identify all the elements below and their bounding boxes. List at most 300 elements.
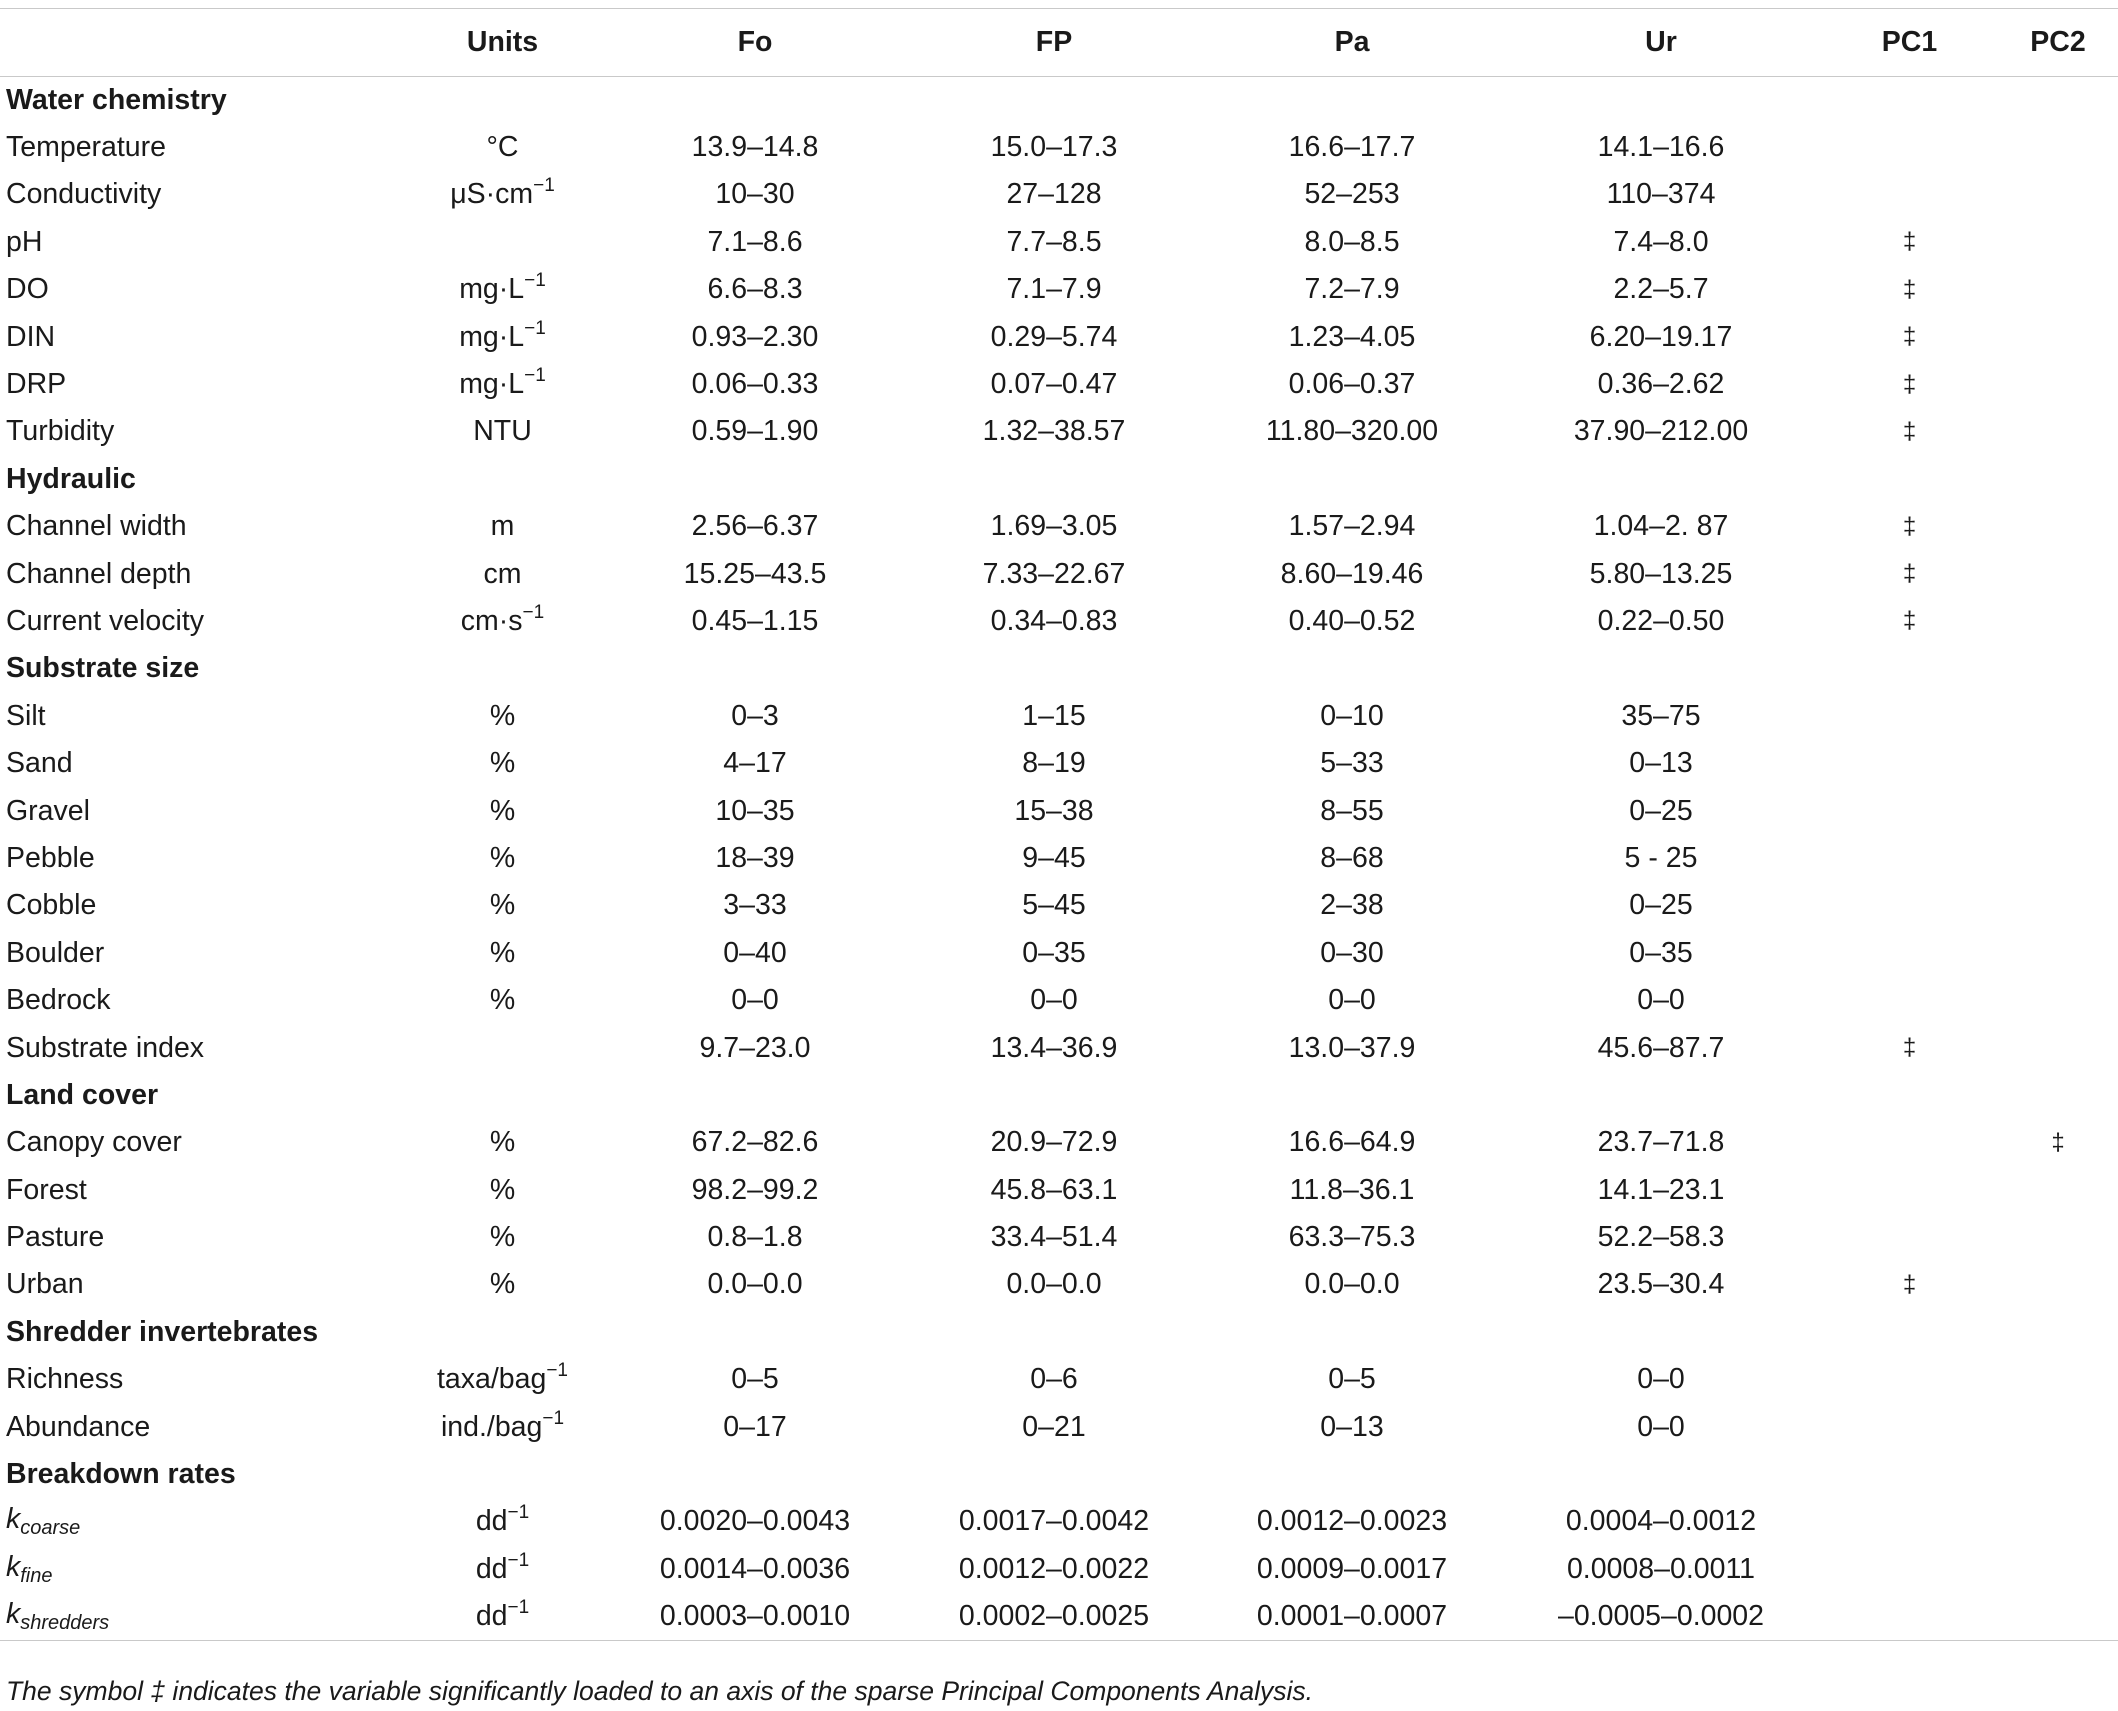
variable-name: Sand — [6, 747, 73, 780]
variable-name: Pasture — [6, 1221, 105, 1254]
value-cell-fp: 15.0–17.3 — [990, 131, 1118, 164]
table-row — [0, 124, 2118, 171]
unit-text: dd — [475, 1552, 508, 1585]
value-cell-fo: 0.8–1.8 — [707, 1221, 803, 1254]
value-cell-fp: 0–6 — [1030, 1363, 1078, 1396]
pc1-marker-cell — [1821, 977, 1998, 1024]
section-row-breakdown-rates — [0, 1451, 2118, 1498]
value-cell-fo: 0.93–2.30 — [691, 320, 819, 353]
value-cell-ur: 52.2–58.3 — [1597, 1221, 1725, 1254]
table-row — [0, 503, 2118, 550]
value-cell-ur: 23.5–30.4 — [1597, 1268, 1725, 1301]
variable-subscript: fine — [20, 1564, 53, 1587]
pc1-marker-cell — [1821, 171, 1998, 218]
header-cell-fo: Fo — [605, 9, 905, 77]
pc1-marker-cell: ‡ — [1902, 417, 1917, 445]
pc2-marker-cell — [1998, 1024, 2118, 1071]
value-cell-fp: 0.29–5.74 — [990, 320, 1118, 353]
value-cell-fp: 0–0 — [1030, 984, 1078, 1017]
value-cell-fp: 8–19 — [1022, 747, 1086, 780]
section-row-land-cover — [0, 1072, 2118, 1119]
value-cell-fp: 13.4–36.9 — [990, 1031, 1118, 1064]
value-cell-ur: 0–13 — [1629, 747, 1693, 780]
value-cell-ur: 37.90–212.00 — [1573, 415, 1749, 448]
table-row — [0, 1593, 2118, 1640]
pc1-marker-cell — [1821, 1356, 1998, 1403]
value-cell-pa: 1.23–4.05 — [1288, 320, 1416, 353]
pc2-marker-cell — [1998, 503, 2118, 550]
variable-name: Channel depth — [6, 557, 192, 590]
variable-cell — [0, 1119, 400, 1166]
variable-cell — [0, 1166, 400, 1213]
unit-text: mg·L — [459, 368, 525, 401]
unit-cell — [400, 930, 605, 977]
unit-text: % — [489, 841, 516, 874]
value-cell-pa: 2–38 — [1320, 889, 1384, 922]
table-row — [0, 1024, 2118, 1071]
value-cell-pa: 52–253 — [1304, 178, 1400, 211]
unit-cell — [400, 266, 605, 313]
unit-cell — [400, 835, 605, 882]
value-cell-pa: 16.6–64.9 — [1288, 1126, 1416, 1159]
table-row — [0, 1356, 2118, 1403]
variable-cell — [0, 361, 400, 408]
variable-cell — [0, 1261, 400, 1308]
pc1-marker-cell — [1821, 835, 1998, 882]
value-cell-fo: 0–40 — [723, 936, 787, 969]
value-cell-ur: 14.1–16.6 — [1597, 131, 1725, 164]
variable-cell — [0, 977, 400, 1024]
value-cell-ur: –0.0005–0.0002 — [1501, 1593, 1821, 1640]
pc2-marker-cell — [1998, 740, 2118, 787]
unit-cell — [400, 882, 605, 929]
unit-cell — [400, 361, 605, 408]
section-title: Substrate size — [6, 652, 200, 685]
variable-cell — [0, 1214, 400, 1261]
value-cell-fo: 0–3 — [731, 699, 779, 732]
pc1-marker-cell — [1821, 740, 1998, 787]
value-cell-fo: 10–35 — [715, 794, 795, 827]
value-cell-fo: 0.0003–0.0010 — [605, 1593, 905, 1640]
unit-cell — [400, 171, 605, 218]
unit-superscript: −1 — [524, 365, 546, 387]
pc2-marker-cell — [1998, 930, 2118, 977]
value-cell-ur: 14.1–23.1 — [1597, 1173, 1725, 1206]
value-cell-ur: 0.22–0.50 — [1597, 604, 1725, 637]
pc1-marker-cell: ‡ — [1902, 323, 1917, 351]
value-cell-ur: 35–75 — [1621, 699, 1701, 732]
value-cell-fp: 0–35 — [1022, 936, 1086, 969]
unit-text: % — [489, 1221, 516, 1254]
variable-name: Bedrock — [6, 984, 111, 1017]
table-body — [0, 77, 2118, 1641]
pc2-marker-cell — [1998, 1261, 2118, 1308]
unit-text: μS·cm — [450, 178, 534, 211]
pc1-marker-cell — [1821, 693, 1998, 740]
value-cell-pa: 0–5 — [1328, 1363, 1376, 1396]
variable-cell — [0, 313, 400, 360]
pc1-marker-cell — [1821, 1119, 1998, 1166]
pc2-marker-cell — [1998, 1166, 2118, 1213]
table-header — [0, 9, 2118, 77]
unit-superscript: −1 — [507, 1502, 530, 1524]
pc1-marker-cell — [1821, 124, 1998, 171]
unit-cell — [400, 1356, 605, 1403]
value-cell-fp: 20.9–72.9 — [990, 1126, 1118, 1159]
pc1-marker-cell — [1821, 1546, 1998, 1593]
table-row — [0, 313, 2118, 360]
table-row — [0, 930, 2118, 977]
table-row — [0, 1119, 2118, 1166]
value-cell-fp: 7.7–8.5 — [1006, 225, 1102, 258]
value-cell-pa: 0.0012–0.0023 — [1256, 1505, 1448, 1538]
table-row — [0, 835, 2118, 882]
section-title: Water chemistry — [6, 83, 227, 116]
unit-cell — [400, 313, 605, 360]
unit-cell — [400, 550, 605, 597]
unit-cell — [400, 408, 605, 455]
pc2-marker-cell — [1998, 313, 2118, 360]
value-cell-pa: 7.2–7.9 — [1304, 273, 1400, 306]
variable-name: Silt — [6, 699, 46, 732]
variable-name: Cobble — [6, 889, 97, 922]
unit-text: taxa/bag — [436, 1363, 547, 1396]
pc2-marker-cell — [1998, 693, 2118, 740]
variable-name: Substrate index — [6, 1031, 205, 1064]
header-cell-pc2: PC2 — [1998, 9, 2118, 77]
table-footnote: The symbol ‡ indicates the variable significantly loaded to an axis of the sparse Principal Components Analysis. — [6, 1676, 1314, 1706]
pc1-marker-cell — [1821, 1166, 1998, 1213]
variable-name: Gravel — [6, 794, 90, 827]
variable-cell — [0, 503, 400, 550]
value-cell-ur: 0.36–2.62 — [1597, 368, 1725, 401]
value-cell-fo: 67.2–82.6 — [691, 1126, 819, 1159]
unit-text: cm — [483, 557, 522, 590]
unit-text: % — [489, 936, 516, 969]
variable-cell — [0, 266, 400, 313]
table-row — [0, 693, 2118, 740]
value-cell-ur: 6.20–19.17 — [1589, 320, 1733, 353]
unit-text: % — [489, 1173, 516, 1206]
value-cell-pa: 1.57–2.94 — [1288, 510, 1416, 543]
section-title: Shredder invertebrates — [6, 1315, 319, 1348]
unit-text: °C — [486, 131, 519, 164]
pc1-marker-cell: ‡ — [1902, 275, 1917, 303]
variable-name: k — [6, 1503, 21, 1536]
header-cell-ur: Ur — [1501, 9, 1821, 77]
value-cell-fp: 45.8–63.1 — [990, 1173, 1118, 1206]
section-row-hydraulic — [0, 456, 2118, 503]
value-cell-ur: 5 - 25 — [1624, 841, 1698, 874]
value-cell-fo: 0–17 — [723, 1410, 787, 1443]
pc2-marker-cell — [1998, 882, 2118, 929]
pc2-marker-cell — [1998, 124, 2118, 171]
variable-subscript: coarse — [20, 1517, 81, 1540]
unit-text: mg·L — [459, 320, 525, 353]
unit-text: mg·L — [459, 273, 525, 306]
value-cell-fp: 0.0–0.0 — [1006, 1268, 1102, 1301]
unit-text: ind./bag — [440, 1410, 543, 1443]
unit-text: dd — [475, 1505, 508, 1538]
value-cell-ur: 0.0004–0.0012 — [1565, 1505, 1757, 1538]
variable-name: k — [6, 1597, 21, 1630]
pc2-marker-cell — [1998, 1356, 2118, 1403]
pc1-marker-cell — [1821, 930, 1998, 977]
variable-name: Pebble — [6, 841, 95, 874]
value-cell-pa: 0.0–0.0 — [1304, 1268, 1400, 1301]
value-cell-pa: 11.80–320.00 — [1265, 415, 1439, 448]
pc1-marker-cell: ‡ — [1902, 228, 1917, 256]
unit-text: % — [489, 747, 516, 780]
variable-name: DRP — [6, 368, 67, 401]
table-row — [0, 740, 2118, 787]
unit-cell — [400, 740, 605, 787]
unit-cell — [400, 1498, 605, 1545]
section-row-water-chemistry — [0, 77, 2118, 124]
unit-cell — [400, 124, 605, 171]
unit-cell — [400, 1024, 605, 1071]
variable-name: Forest — [6, 1173, 87, 1206]
unit-cell — [400, 1261, 605, 1308]
value-cell-ur: 1.04–2. 87 — [1593, 510, 1729, 543]
variable-name: pH — [6, 225, 43, 258]
pc1-marker-cell: ‡ — [1902, 560, 1917, 588]
value-cell-fp: 0.0012–0.0022 — [958, 1552, 1150, 1585]
pc2-marker-cell — [1998, 219, 2118, 266]
pc1-marker-cell: ‡ — [1902, 512, 1917, 540]
value-cell-fp: 0–21 — [1022, 1410, 1086, 1443]
unit-cell — [400, 1593, 605, 1640]
value-cell-ur: 7.4–8.0 — [1613, 225, 1709, 258]
variable-cell — [0, 1356, 400, 1403]
value-cell-fo: 0.0–0.0 — [707, 1268, 803, 1301]
table-row — [0, 1166, 2118, 1213]
value-cell-pa: 0–0 — [1328, 984, 1376, 1017]
table-row — [0, 1261, 2118, 1308]
table-row — [0, 787, 2118, 834]
pc2-marker-cell — [1998, 408, 2118, 455]
variable-cell — [0, 930, 400, 977]
value-cell-pa: 8.60–19.46 — [1280, 557, 1424, 590]
value-cell-pa: 0–13 — [1320, 1410, 1384, 1443]
value-cell-fp: 27–128 — [1006, 178, 1102, 211]
value-cell-fo: 0–0 — [731, 984, 779, 1017]
table-row — [0, 1498, 2118, 1545]
unit-superscript: −1 — [542, 1407, 565, 1429]
unit-text: % — [489, 794, 516, 827]
table-row — [0, 977, 2118, 1024]
value-cell-fo: 0.45–1.15 — [691, 604, 819, 637]
unit-cell — [400, 1403, 605, 1450]
unit-cell — [400, 1546, 605, 1593]
value-cell-ur: 0–35 — [1629, 936, 1693, 969]
value-cell-pa: 5–33 — [1320, 747, 1384, 780]
header-cell-fp: FP — [905, 9, 1203, 77]
pc1-marker-cell: ‡ — [1902, 1034, 1917, 1061]
unit-text: cm·s — [460, 604, 523, 637]
variable-cell — [0, 787, 400, 834]
value-cell-pa: 16.6–17.7 — [1288, 131, 1416, 164]
pc2-marker-cell — [1998, 266, 2118, 313]
unit-cell — [400, 1119, 605, 1166]
variable-name: k — [6, 1550, 21, 1583]
unit-text: % — [489, 699, 516, 732]
pc1-marker-cell — [1821, 882, 1998, 929]
table-row — [0, 1546, 2118, 1593]
value-cell-pa: 8.0–8.5 — [1304, 225, 1400, 258]
variable-cell — [0, 835, 400, 882]
table-row — [0, 171, 2118, 218]
pc1-marker-cell: ‡ — [1902, 1270, 1917, 1298]
pc2-marker-cell: ‡ — [2051, 1128, 2065, 1156]
section-title: Breakdown rates — [6, 1458, 236, 1491]
header-row — [0, 9, 2118, 77]
unit-superscript: −1 — [507, 1549, 530, 1571]
value-cell-pa: 0.0009–0.0017 — [1256, 1552, 1448, 1585]
value-cell-pa: 0–10 — [1320, 699, 1384, 732]
value-cell-pa: 0.40–0.52 — [1288, 604, 1416, 637]
variable-cell — [0, 124, 400, 171]
unit-superscript: −1 — [507, 1596, 530, 1618]
value-cell-fo: 13.9–14.8 — [691, 131, 819, 164]
unit-cell — [400, 693, 605, 740]
variable-cell — [0, 1024, 400, 1071]
value-cell-fo: 7.1–8.6 — [707, 225, 803, 258]
variable-cell — [0, 693, 400, 740]
value-cell-pa: 0.06–0.37 — [1288, 368, 1416, 401]
unit-cell — [400, 219, 605, 266]
value-cell-pa: 8–55 — [1320, 794, 1384, 827]
value-cell-ur: 0–0 — [1637, 1363, 1685, 1396]
value-cell-fp: 7.33–22.67 — [982, 557, 1126, 590]
value-cell-fp: 0.34–0.83 — [990, 604, 1118, 637]
pc1-marker-cell — [1821, 1498, 1998, 1545]
variable-name: Canopy cover — [6, 1126, 182, 1159]
value-cell-fp: 15–38 — [1014, 794, 1094, 827]
variable-name: Turbidity — [6, 415, 115, 448]
value-cell-pa: 11.8–36.1 — [1289, 1173, 1415, 1206]
value-cell-ur: 2.2–5.7 — [1613, 273, 1709, 306]
variable-name: Channel width — [6, 510, 187, 543]
table-row — [0, 550, 2118, 597]
value-cell-fp: 1.32–38.57 — [982, 415, 1126, 448]
pc2-marker-cell — [1998, 361, 2118, 408]
value-cell-fp: 1–15 — [1022, 699, 1086, 732]
value-cell-ur: 0–0 — [1637, 1410, 1685, 1443]
section-title: Land cover — [6, 1078, 159, 1111]
table-row — [0, 266, 2118, 313]
table-row — [0, 1214, 2118, 1261]
pc2-marker-cell — [1998, 1403, 2118, 1450]
variable-cell — [0, 1593, 400, 1640]
unit-superscript: −1 — [524, 317, 546, 339]
pc1-marker-cell — [1821, 1403, 1998, 1450]
variable-subscript: shredders — [20, 1611, 110, 1634]
section-title: Hydraulic — [6, 462, 136, 495]
unit-text: dd — [475, 1599, 508, 1632]
value-cell-fp: 0.07–0.47 — [990, 368, 1118, 401]
pc1-marker-cell — [1821, 1593, 1998, 1640]
value-cell-pa: 13.0–37.9 — [1288, 1031, 1416, 1064]
table-row — [0, 882, 2118, 929]
variable-cell — [0, 1403, 400, 1450]
pc1-marker-cell: ‡ — [1902, 370, 1917, 398]
unit-cell — [400, 503, 605, 550]
pc2-marker-cell — [1998, 787, 2118, 834]
unit-text: % — [489, 984, 516, 1017]
table-row — [0, 219, 2118, 266]
header-cell-units: Units — [400, 9, 605, 77]
value-cell-ur: 0.0008–0.0011 — [1566, 1552, 1756, 1585]
value-cell-fo: 0.0014–0.0036 — [659, 1552, 851, 1585]
pc1-marker-cell: ‡ — [1902, 607, 1917, 635]
unit-cell — [400, 787, 605, 834]
value-cell-fo: 4–17 — [723, 747, 787, 780]
unit-cell — [400, 977, 605, 1024]
pc2-marker-cell — [1998, 1214, 2118, 1261]
data-table — [0, 8, 2118, 1641]
value-cell-ur: 5.80–13.25 — [1589, 557, 1733, 590]
value-cell-fp: 33.4–51.4 — [990, 1221, 1118, 1254]
pc2-marker-cell — [1998, 835, 2118, 882]
variable-cell — [0, 171, 400, 218]
value-cell-ur: 110–374 — [1606, 178, 1716, 211]
variable-cell — [0, 740, 400, 787]
unit-text: % — [489, 1126, 516, 1159]
value-cell-fo: 6.6–8.3 — [707, 273, 803, 306]
variable-name: Richness — [6, 1363, 124, 1396]
table-row — [0, 361, 2118, 408]
pc2-marker-cell — [1998, 1593, 2118, 1640]
pc1-marker-cell — [1821, 787, 1998, 834]
value-cell-pa: 0–30 — [1320, 936, 1384, 969]
value-cell-fo: 9.7–23.0 — [699, 1031, 811, 1064]
unit-superscript: −1 — [546, 1360, 568, 1382]
value-cell-ur: 45.6–87.7 — [1597, 1031, 1725, 1064]
value-cell-fo: 98.2–99.2 — [691, 1173, 819, 1206]
variable-name: Conductivity — [6, 178, 162, 211]
variable-name: DO — [6, 273, 49, 306]
value-cell-fo: 0.0020–0.0043 — [659, 1505, 851, 1538]
unit-superscript: −1 — [533, 175, 555, 197]
value-cell-pa: 8–68 — [1320, 841, 1384, 874]
section-row-substrate-size — [0, 645, 2118, 692]
value-cell-fp: 9–45 — [1022, 841, 1086, 874]
value-cell-fo: 10–30 — [715, 178, 795, 211]
header-cell-variable — [0, 9, 400, 77]
unit-superscript: −1 — [524, 270, 546, 292]
value-cell-fp: 0.0017–0.0042 — [958, 1505, 1150, 1538]
variable-name: Urban — [6, 1268, 84, 1301]
table-row — [0, 1403, 2118, 1450]
unit-text: % — [489, 889, 516, 922]
table-row — [0, 598, 2118, 645]
variable-cell — [0, 219, 400, 266]
value-cell-fo: 15.25–43.5 — [683, 557, 827, 590]
unit-superscript: −1 — [522, 601, 545, 623]
value-cell-fp: 5–45 — [1022, 889, 1086, 922]
value-cell-fo: 0.06–0.33 — [691, 368, 819, 401]
value-cell-pa: 63.3–75.3 — [1288, 1221, 1416, 1254]
value-cell-fp: 0.0002–0.0025 — [905, 1593, 1203, 1640]
pc2-marker-cell — [1998, 977, 2118, 1024]
table-row — [0, 408, 2118, 455]
variable-cell — [0, 882, 400, 929]
pc2-marker-cell — [1998, 1546, 2118, 1593]
pc2-marker-cell — [1998, 1498, 2118, 1545]
unit-text: m — [490, 510, 515, 543]
value-cell-ur: 0–25 — [1629, 794, 1693, 827]
